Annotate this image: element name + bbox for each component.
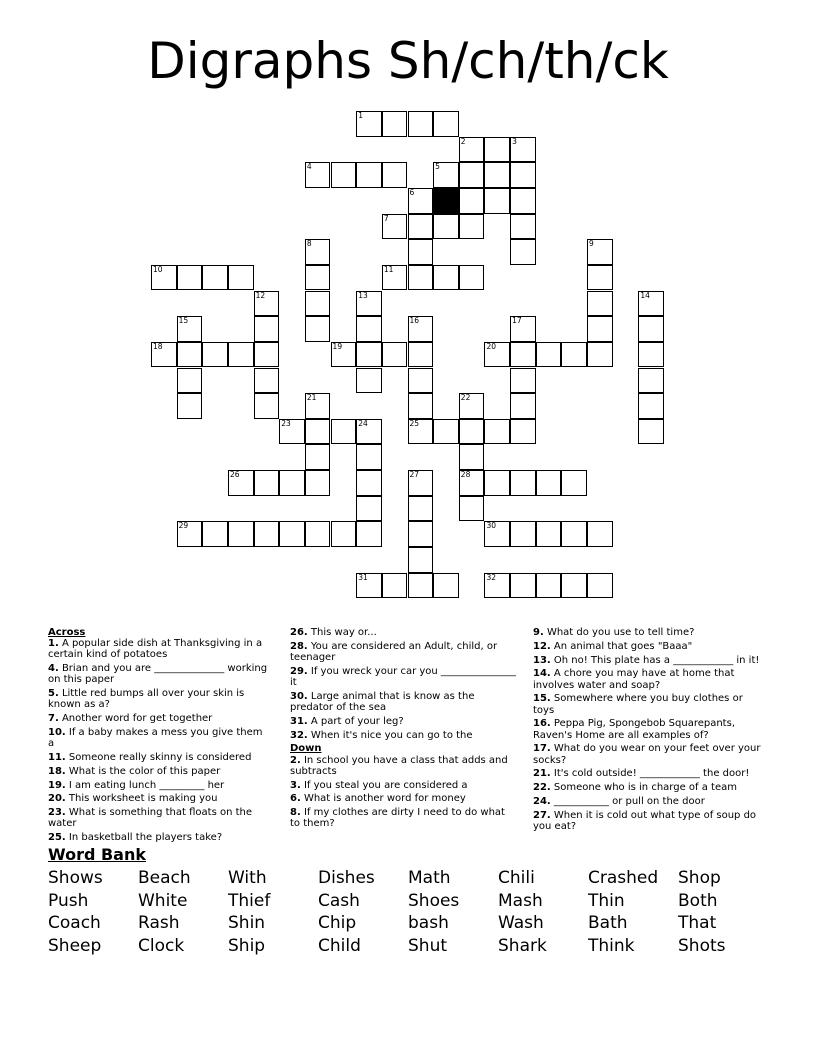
word-bank-word: Beach	[138, 868, 191, 888]
clue-text: If you steal you are considered a	[300, 779, 468, 791]
clue	[533, 655, 765, 666]
clue	[533, 627, 765, 638]
clue-number: 31	[358, 572, 368, 582]
grid-cell[interactable]	[305, 162, 331, 188]
clue-label: 17.	[533, 743, 551, 755]
clue-text: In basketball the players take?	[65, 832, 223, 844]
grid-cell[interactable]	[254, 342, 280, 368]
clue-text: Peppa Pig, Spongebob Squarepants, Raven's Home are all examples of?	[533, 718, 735, 741]
clue-number: 5	[435, 162, 440, 172]
grid-cell[interactable]	[408, 342, 434, 368]
grid-cell[interactable]	[177, 265, 203, 291]
clue-text: Brian and you are ______________ working on this paper	[48, 663, 268, 686]
clue-label: 6.	[290, 793, 301, 805]
grid-cell[interactable]	[510, 188, 536, 214]
word-bank-word: Shin	[228, 913, 266, 934]
grid-cell[interactable]	[638, 316, 664, 342]
grid-cell[interactable]	[151, 342, 177, 368]
grid-cell[interactable]	[356, 111, 382, 137]
clue-label: 28.	[290, 640, 308, 652]
clue-number: 29	[178, 521, 189, 531]
clue-text: Large animal that is know as the predator of the sea	[290, 690, 475, 713]
grid-cell[interactable]	[408, 239, 434, 265]
clue-label: 12.	[533, 640, 551, 652]
grid-cell[interactable]	[510, 214, 536, 240]
clue-text: Someone really skinny is considered	[65, 752, 252, 763]
word-bank-word: Think	[588, 936, 635, 957]
clue-number: 2	[460, 136, 466, 146]
clue-text: What is the color of this paper	[65, 765, 221, 777]
grid-cell[interactable]	[536, 342, 562, 368]
grid-cell[interactable]	[305, 265, 331, 291]
grid-cell[interactable]	[459, 162, 485, 188]
grid-cell[interactable]	[638, 393, 664, 419]
grid-cell[interactable]	[408, 393, 434, 419]
clue-label: 5.	[48, 688, 59, 700]
word-bank-word: Shut	[408, 936, 448, 957]
clue-number: 13	[358, 290, 368, 300]
word-bank-word: Shop	[678, 868, 721, 888]
clue-number: 21	[306, 393, 317, 403]
grid-cell[interactable]	[305, 393, 331, 419]
clue	[48, 766, 268, 777]
clue-label: 11.	[48, 752, 66, 763]
clue-label: 21.	[533, 768, 551, 780]
grid-cell[interactable]	[484, 419, 510, 445]
grid-cell[interactable]	[561, 342, 587, 368]
clue-number: 3	[512, 136, 517, 146]
clue	[290, 807, 518, 829]
down-heading: Down	[290, 743, 322, 755]
clue	[48, 807, 268, 829]
clue-number: 20	[486, 341, 496, 351]
clue	[48, 638, 268, 660]
grid-cell[interactable]	[484, 188, 510, 214]
clue-text: If my clothes are dirty I need to do what to them?	[290, 807, 505, 830]
grid-cell[interactable]	[561, 573, 587, 599]
grid-cell[interactable]	[408, 419, 434, 445]
grid-cell[interactable]	[484, 521, 510, 547]
clue-number: 28	[460, 470, 471, 480]
word-bank-word: Shoes	[408, 890, 460, 911]
clue-label: 31.	[290, 715, 308, 727]
grid-cell[interactable]	[356, 342, 382, 368]
grid-cell[interactable]	[382, 111, 408, 137]
clue-text: It's cold outside! ____________ the door!	[550, 768, 750, 780]
clue-text: A popular side dish at Thanksgiving in a certain kind of potatoes	[48, 638, 263, 661]
grid-cell[interactable]	[510, 521, 536, 547]
clue-text: What is something that floats on the water	[48, 807, 253, 830]
grid-cell[interactable]	[408, 188, 434, 214]
clue-text: A part of your leg?	[307, 715, 404, 727]
word-bank-word: Child	[318, 936, 361, 957]
clue-label: 19.	[48, 779, 66, 791]
grid-cell[interactable]	[433, 162, 459, 188]
clue-text: What do you use to tell time?	[543, 627, 695, 638]
clue	[533, 782, 765, 793]
word-bank-word: Sheep	[48, 936, 102, 957]
grid-cell[interactable]	[510, 419, 536, 445]
clue	[290, 730, 518, 741]
clue-number: 17	[512, 316, 522, 326]
grid-cell[interactable]	[228, 521, 254, 547]
word-bank-word: Dishes	[318, 868, 375, 888]
clue-label: 2.	[290, 754, 301, 766]
clue-number: 16	[409, 316, 420, 326]
clue-label: 20.	[48, 793, 66, 805]
word-bank-word: Thin	[588, 890, 625, 911]
clue-text: This way or...	[307, 627, 377, 638]
clue	[533, 743, 765, 765]
clue	[290, 780, 518, 791]
grid-cell[interactable]	[254, 316, 280, 342]
grid-cell[interactable]	[587, 291, 613, 317]
grid-cell[interactable]	[459, 137, 485, 163]
clue-number: 4	[306, 162, 312, 172]
grid-cell[interactable]	[382, 265, 408, 291]
clue-text: In school you have a class that adds and subtracts	[290, 754, 508, 777]
grid-cell[interactable]	[536, 573, 562, 599]
word-bank-word: Rash	[138, 913, 180, 934]
grid-cell[interactable]	[587, 239, 613, 265]
grid-cell[interactable]	[279, 521, 305, 547]
grid-cell[interactable]	[356, 496, 382, 522]
grid-cell[interactable]	[305, 521, 331, 547]
word-bank-word: Crashed	[588, 868, 659, 888]
word-bank-word: That	[678, 913, 717, 934]
grid-cell[interactable]	[484, 162, 510, 188]
clue-number: 15	[178, 316, 189, 326]
grid-cell[interactable]	[587, 265, 613, 291]
across-heading: Across	[48, 627, 86, 638]
clue	[290, 716, 518, 727]
grid-cell[interactable]	[459, 188, 485, 214]
grid-cell[interactable]	[459, 419, 485, 445]
clue-number: 27	[409, 470, 420, 480]
clue-label: 27.	[533, 809, 551, 821]
word-bank-word: Math	[408, 868, 451, 888]
grid-cell[interactable]	[305, 444, 331, 470]
clue-number: 18	[153, 341, 163, 351]
grid-cell[interactable]	[433, 111, 459, 137]
clue-label: 25.	[48, 832, 66, 844]
grid-cell[interactable]	[587, 342, 613, 368]
grid-cell[interactable]	[510, 316, 536, 342]
grid-cell[interactable]	[536, 521, 562, 547]
clue	[533, 718, 765, 740]
clue-number: 11	[383, 264, 394, 274]
clue	[533, 668, 765, 690]
grid-cell[interactable]	[459, 214, 485, 240]
clues-column-across	[48, 627, 268, 846]
grid-cell[interactable]	[151, 265, 177, 291]
page-title: Digraphs Sh/ch/th/ck	[147, 32, 669, 90]
grid-cell[interactable]	[484, 573, 510, 599]
grid-cell[interactable]	[459, 393, 485, 419]
clue	[290, 793, 518, 804]
grid-cell[interactable]	[638, 342, 664, 368]
grid-cell[interactable]	[484, 342, 510, 368]
grid-cell[interactable]	[356, 521, 382, 547]
clue-text: If you wreck your car you _______________ it	[290, 665, 516, 688]
grid-cell[interactable]	[459, 444, 485, 470]
clues-column-down	[533, 627, 765, 835]
grid-cell[interactable]	[279, 419, 305, 445]
clue-label: 26.	[290, 627, 308, 638]
grid-cell[interactable]	[408, 573, 434, 599]
grid-cell[interactable]	[382, 573, 408, 599]
grid-cell[interactable]	[356, 419, 382, 445]
grid-cell[interactable]	[305, 239, 331, 265]
word-bank-word: Mash	[498, 890, 543, 911]
grid-cell[interactable]	[510, 162, 536, 188]
clue-label: 10.	[48, 727, 66, 738]
clue	[48, 793, 268, 804]
clue-number: 23	[281, 418, 291, 428]
clue-number: 32	[486, 572, 496, 582]
clue	[290, 666, 518, 688]
clue-number: 19	[332, 341, 343, 351]
clue	[533, 810, 765, 832]
clue-text: This worksheet is making you	[65, 793, 218, 805]
grid-cell[interactable]	[510, 239, 536, 265]
grid-cell[interactable]	[510, 393, 536, 419]
clue-number: 7	[383, 213, 389, 223]
grid-cell[interactable]	[459, 470, 485, 496]
clue-label: 30.	[290, 690, 308, 702]
grid-cell[interactable]	[382, 214, 408, 240]
clue-text: Oh no! This plate has a ____________ in it!	[550, 654, 760, 666]
clue	[290, 627, 518, 638]
grid-cell[interactable]	[331, 342, 357, 368]
clue-number: 22	[460, 393, 471, 403]
grid-cell[interactable]	[459, 496, 485, 522]
grid-cell[interactable]	[254, 291, 280, 317]
clue	[48, 727, 268, 749]
clue-label: 15.	[533, 693, 551, 705]
clue	[290, 755, 518, 777]
grid-cell[interactable]	[356, 316, 382, 342]
grid-cell[interactable]	[177, 368, 203, 394]
grid-cell[interactable]	[561, 470, 587, 496]
word-bank-word: White	[138, 890, 188, 911]
clue-number: 1	[358, 111, 363, 120]
grid-cell[interactable]	[638, 291, 664, 317]
grid-cell[interactable]	[408, 316, 434, 342]
clue-number: 24	[358, 418, 368, 428]
grid-cell[interactable]	[408, 111, 434, 137]
clue-label: 8.	[290, 807, 301, 819]
clue-label: 24.	[533, 795, 551, 807]
grid-cell[interactable]	[638, 368, 664, 394]
clue	[48, 688, 268, 710]
grid-cell[interactable]	[254, 470, 280, 496]
clue-text: If a baby makes a mess you give them a	[48, 727, 263, 750]
grid-cell[interactable]	[177, 342, 203, 368]
word-bank-word: Shark	[498, 936, 547, 957]
clue-text: What is another word for money	[300, 793, 466, 805]
grid-cell[interactable]	[433, 573, 459, 599]
grid-cell[interactable]	[510, 342, 536, 368]
grid-cell[interactable]	[510, 137, 536, 163]
grid-cell[interactable]	[408, 470, 434, 496]
clue-label: 7.	[48, 713, 59, 725]
clue-text: A chore you may have at home that involves water and soap?	[533, 668, 735, 691]
clue-number: 6	[409, 187, 415, 197]
word-bank-title: Word Bank	[48, 845, 147, 864]
clue-text: I am eating lunch _________ her	[65, 779, 225, 791]
clue	[533, 768, 765, 779]
clue-label: 18.	[48, 765, 66, 777]
clue-number: 26	[229, 470, 240, 480]
grid-cell[interactable]	[254, 393, 280, 419]
clue-label: 14.	[533, 668, 551, 680]
grid-cell[interactable]	[305, 316, 331, 342]
grid-cell[interactable]	[510, 470, 536, 496]
clue-label: 13.	[533, 654, 551, 666]
clue-label: 3.	[290, 779, 301, 791]
grid-cell[interactable]	[356, 162, 382, 188]
grid-cell[interactable]	[202, 521, 228, 547]
clue-number: 25	[409, 418, 420, 428]
clue-label: 16.	[533, 718, 551, 730]
clue-number: 9	[589, 239, 594, 249]
clue	[533, 796, 765, 807]
grid-cell[interactable]	[356, 444, 382, 470]
clue-text: When it is cold out what type of soup do you eat?	[533, 809, 757, 832]
clue-label: 22.	[533, 782, 551, 794]
grid-cell[interactable]	[254, 521, 280, 547]
clue	[48, 832, 268, 843]
word-bank-word: Push	[48, 890, 89, 911]
grid-cell[interactable]	[408, 214, 434, 240]
grid-cell[interactable]	[459, 265, 485, 291]
grid-cell[interactable]	[177, 393, 203, 419]
grid-cell[interactable]	[510, 368, 536, 394]
grid-cell[interactable]	[331, 419, 357, 445]
clue-text: ___________ or pull on the door	[550, 795, 705, 807]
clue	[290, 641, 518, 663]
grid-cell[interactable]	[228, 470, 254, 496]
grid-cell[interactable]	[433, 419, 459, 445]
clue	[48, 663, 268, 685]
grid-cell[interactable]	[484, 470, 510, 496]
grid-cell[interactable]	[433, 265, 459, 291]
grid-cell[interactable]	[638, 419, 664, 445]
grid-cell[interactable]	[587, 521, 613, 547]
grid-cell[interactable]	[305, 291, 331, 317]
clue	[533, 693, 765, 715]
word-bank-word: bash	[408, 913, 449, 934]
grid-cell[interactable]	[356, 573, 382, 599]
clue-label: 32.	[290, 729, 308, 741]
grid-cell[interactable]	[433, 214, 459, 240]
word-bank-word: Clock	[138, 936, 185, 957]
clue	[48, 752, 268, 763]
word-bank-word: Chili	[498, 868, 535, 888]
grid-cell[interactable]	[202, 342, 228, 368]
grid-cell[interactable]	[382, 342, 408, 368]
grid-cell[interactable]	[228, 265, 254, 291]
grid-cell[interactable]	[331, 162, 357, 188]
clues-column-middle	[290, 627, 518, 832]
grid-cell[interactable]	[356, 368, 382, 394]
clue-number: 30	[486, 521, 496, 531]
grid-cell[interactable]	[305, 470, 331, 496]
word-bank-word: Both	[678, 890, 718, 911]
clue-label: 4.	[48, 663, 59, 675]
grid-cell[interactable]	[536, 470, 562, 496]
grid-cell[interactable]	[561, 521, 587, 547]
grid-cell[interactable]	[331, 521, 357, 547]
grid-cell[interactable]	[587, 573, 613, 599]
word-bank-word: Coach	[48, 913, 101, 934]
word-bank-word: Cash	[318, 890, 360, 911]
grid-cell	[433, 188, 459, 214]
grid-cell[interactable]	[177, 521, 203, 547]
clue-text: You are considered an Adult, child, or teenager	[290, 640, 498, 663]
clue	[290, 691, 518, 713]
clue-text: Little red bumps all over your skin is known as a?	[48, 688, 245, 711]
clue-number: 12	[255, 290, 266, 300]
grid-cell[interactable]	[254, 368, 280, 394]
clue	[533, 641, 765, 652]
clue	[48, 780, 268, 791]
grid-cell[interactable]	[510, 573, 536, 599]
grid-cell[interactable]	[228, 342, 254, 368]
grid-cell[interactable]	[356, 470, 382, 496]
grid-cell[interactable]	[408, 265, 434, 291]
grid-cell[interactable]	[279, 470, 305, 496]
word-bank-word: Shows	[48, 868, 103, 888]
clue-number: 10	[153, 264, 163, 274]
clue-label: 29.	[290, 665, 308, 677]
clue-text: When it's nice you can go to the	[307, 729, 473, 741]
clue-text: Somewhere where you buy clothes or toys	[533, 693, 743, 716]
clue-label: 23.	[48, 807, 66, 819]
clue-text: An animal that goes "Baaa"	[550, 640, 693, 652]
grid-cell[interactable]	[177, 316, 203, 342]
word-bank-word: With	[228, 868, 267, 888]
grid-cell[interactable]	[356, 291, 382, 317]
grid-cell[interactable]	[305, 419, 331, 445]
word-bank-word: Wash	[498, 913, 544, 934]
clue-text: Someone who is in charge of a team	[550, 782, 737, 794]
clue-number: 14	[640, 290, 650, 300]
clue-text: What do you wear on your feet over your socks?	[533, 743, 761, 766]
word-bank-word: Shots	[678, 936, 726, 957]
grid-cell[interactable]	[484, 137, 510, 163]
word-bank-word: Bath	[588, 913, 628, 934]
grid-cell[interactable]	[408, 368, 434, 394]
grid-cell[interactable]	[408, 547, 434, 573]
word-bank-word: Chip	[318, 913, 357, 934]
clue-number: 8	[306, 239, 312, 249]
clue-text: Another word for get together	[58, 713, 213, 725]
word-bank-word: Thief	[228, 890, 271, 911]
word-bank-word: Ship	[228, 936, 266, 957]
grid-cell[interactable]	[408, 521, 434, 547]
clue	[48, 713, 268, 724]
clue-label: 9.	[533, 627, 544, 638]
clue-label: 1.	[48, 638, 59, 650]
grid-cell[interactable]	[202, 265, 228, 291]
grid-cell[interactable]	[587, 316, 613, 342]
grid-cell[interactable]	[408, 496, 434, 522]
grid-cell[interactable]	[382, 162, 408, 188]
